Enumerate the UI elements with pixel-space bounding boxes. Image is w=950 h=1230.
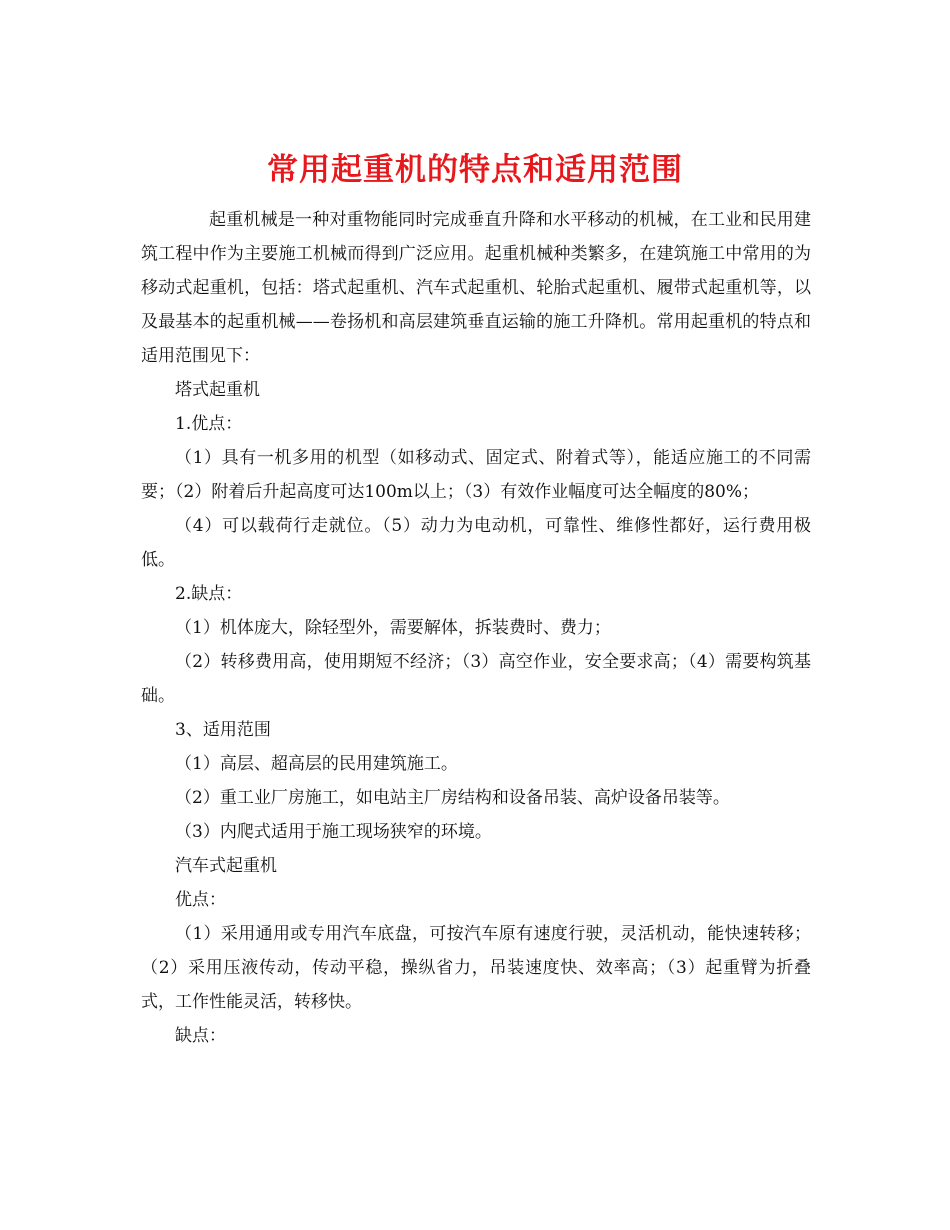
paragraph: （1）高层、超高层的民用建筑施工。 — [175, 754, 458, 774]
section-heading-truck-crane: 汽车式起重机 — [175, 856, 277, 876]
paragraph: （1）机体庞大，除轻型外，需要解体，拆装费时、费力； — [175, 618, 611, 638]
intro-paragraph: 起重机械是一种对重物能同时完成垂直升降和水平移动的机械，在工业和民用建筑工程中作为主要施工机械而得到广泛应用。起重机械种类繁多，在建筑施工中常用的为移动式起重机，包括：塔式起重机、汽车式起重机、轮胎式起重机、履带式起重机等，以及最基本的起重机械——卷扬机和高层建筑垂直运输的施工升降机。常用起重机的特点和适用范围见下： — [141, 210, 811, 366]
paragraph: （2）转移费用高，使用期短不经济；（3）高空作业，安全要求高；（4）需要构筑基础。 — [141, 652, 811, 706]
paragraph: （3）内爬式适用于施工现场狭窄的环境。 — [175, 822, 492, 842]
subheading-scope: 3、适用范围 — [175, 720, 271, 740]
paragraph: （1）具有一机多用的机型（如移动式、固定式、附着式等），能适应施工的不同需要；（2）附着后升起高度可达100m以上；（3）有效作业幅度可达全幅度的80%； — [141, 448, 811, 502]
paragraph: （1）采用通用或专用汽车底盘，可按汽车原有速度行驶，灵活机动，能快速转移；（2）采用压液传动，传动平稳，操纵省力，吊装速度快、效率高；（3）起重臂为折叠式，工作性能灵活，转移快。 — [141, 924, 811, 1012]
document-title: 常用起重机的特点和适用范围 — [267, 151, 683, 188]
subheading-disadvantages: 2.缺点： — [175, 584, 243, 604]
subheading-advantages: 优点： — [175, 890, 226, 910]
subheading-advantages: 1.优点： — [175, 414, 243, 434]
paragraph: （4）可以载荷行走就位。（5）动力为电动机，可靠性、维修性都好，运行费用极低。 — [141, 516, 811, 570]
document-body — [141, 203, 811, 1053]
paragraph: （2）重工业厂房施工，如电站主厂房结构和设备吊装、高炉设备吊装等。 — [175, 788, 730, 808]
section-heading-tower-crane: 塔式起重机 — [175, 380, 260, 400]
subheading-disadvantages: 缺点： — [175, 1026, 226, 1046]
